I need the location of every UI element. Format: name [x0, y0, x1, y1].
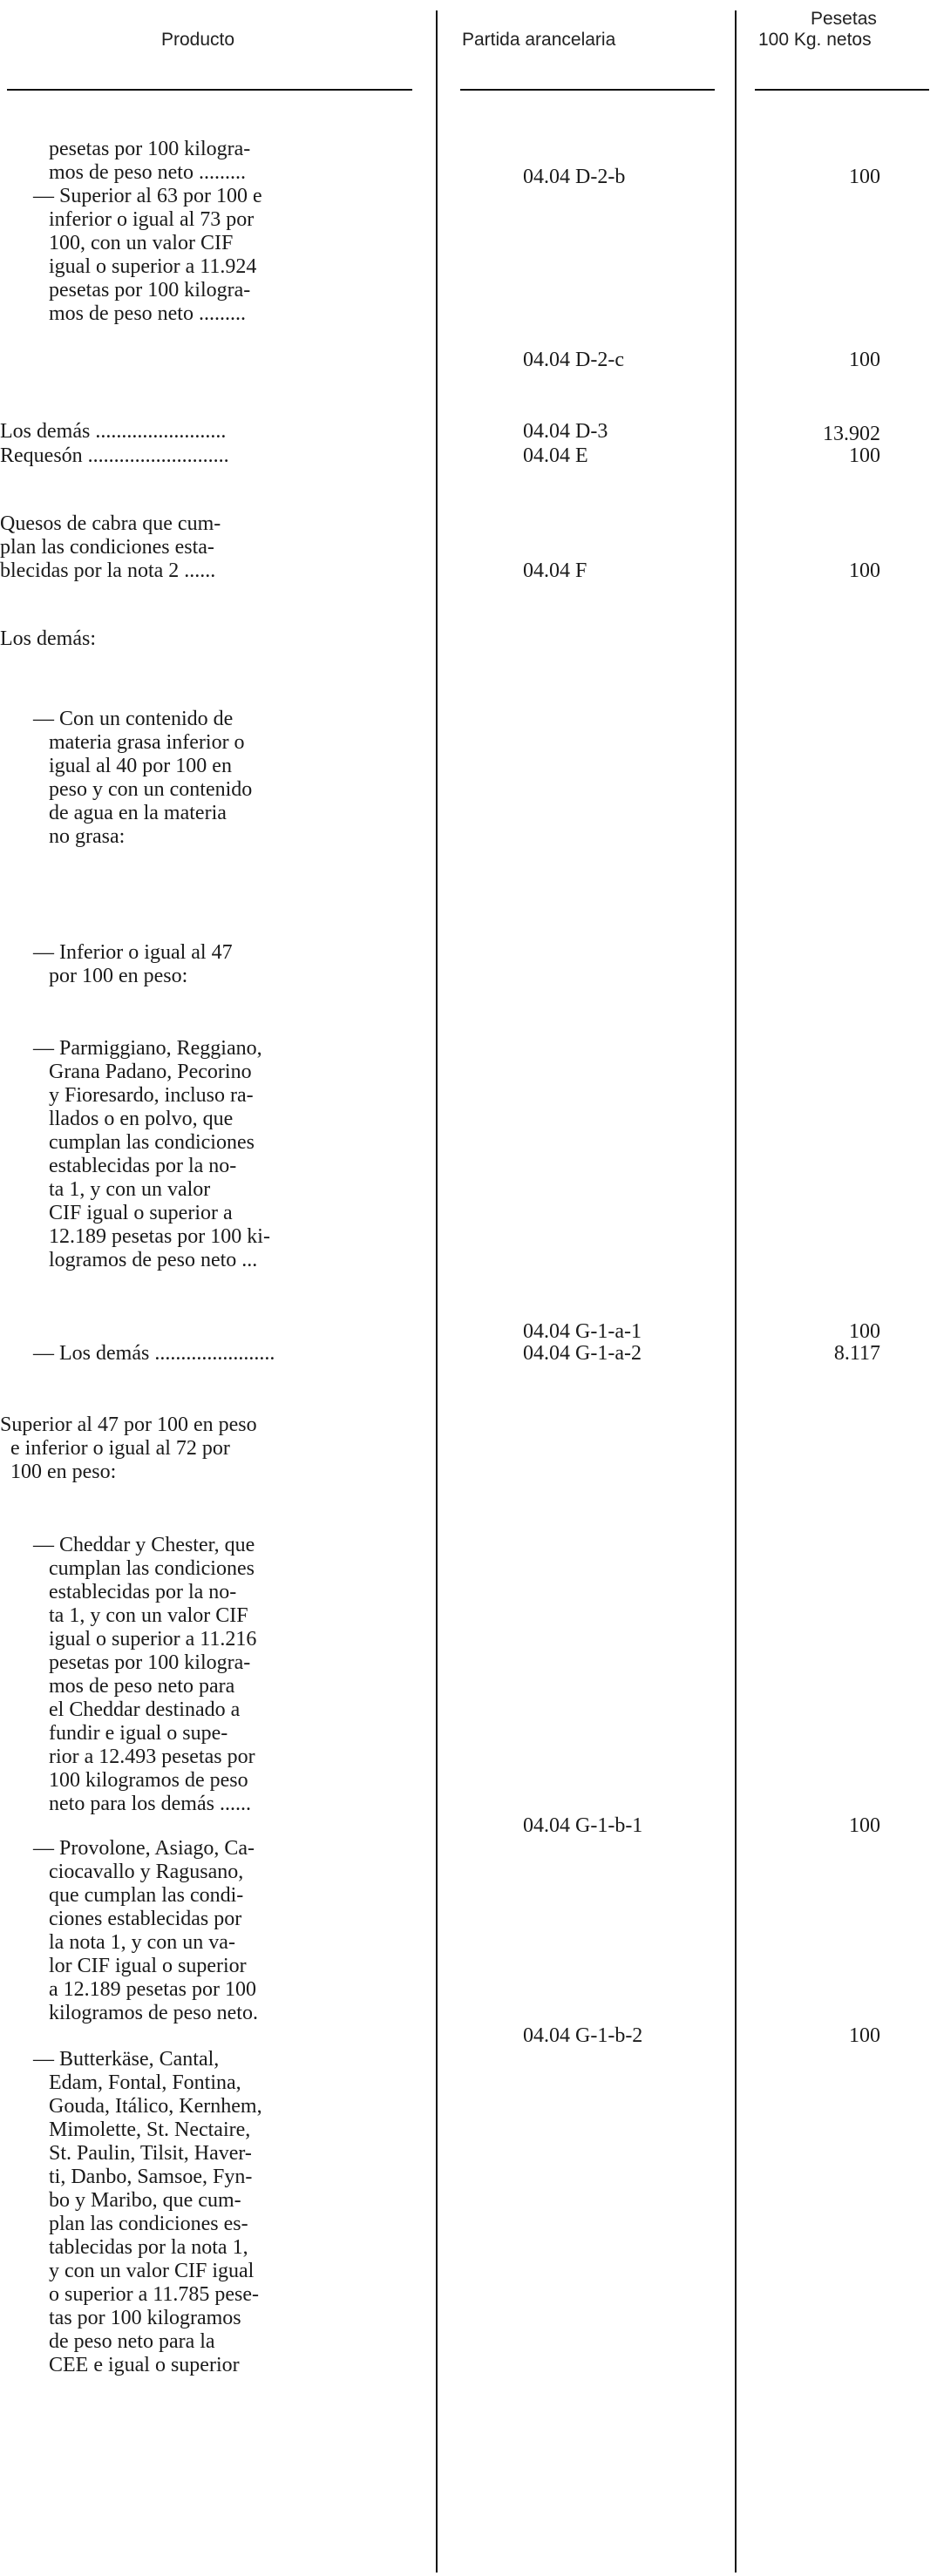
item-description: Quesos de cabra que cum- plan las condiciones esta- blecidas por la nota 2 ......	[0, 512, 221, 582]
tariff-code: 04.04 G-1-b-1	[523, 1814, 643, 1837]
section-heading: Los demás:	[0, 627, 96, 650]
item-description: — Con un contenido de materia grasa inferior o igual al 40 por 100 en peso y con un contenido de agua en la materia no grasa:	[33, 708, 253, 848]
item-description-continuation: pesetas por 100 kilogra- mos de peso neto ......... — Superior al 63 por 100 e inferior o igual al 73 por 100, con un valor CIF igual o superior a 11.924 pesetas por 100 kilogra- mos de peso neto .........	[33, 138, 262, 325]
header-producto: Producto	[161, 30, 235, 50]
duty-value: 100	[849, 166, 880, 188]
duty-value: 100	[849, 1320, 880, 1343]
header-pesetas-unit: 100 Kg. netos	[758, 30, 872, 50]
item-description: Los demás .........................	[0, 420, 227, 443]
header-partida-arancelaria: Partida arancelaria	[462, 30, 616, 50]
column-divider-left	[436, 10, 438, 2573]
item-description: — Butterkäse, Cantal, Edam, Fontal, Fontina, Gouda, Itálico, Kernhem, Mimolette, St. Nectaire, St. Paulin, Tilsit, Haver- ti, Danbo, Samsoe, Fyn- bo y Maribo, que cum- plan las condiciones es- tablecidas por la nota 1, y con un valor CIF igual o superior a 11.785 pese- tas por 100 kilogramos de peso neto para la CEE e igual o superior	[33, 2048, 262, 2376]
tariff-code: 04.04 G-1-a-1	[523, 1320, 642, 1343]
item-description: — Provolone, Asiago, Ca- ciocavallo y Ragusano, que cumplan las condi- ciones establecidas por la nota 1, y con un va- lor CIF igual o superior a 12.189 pesetas por 100 kilogramos de peso neto.	[33, 1837, 258, 2024]
tariff-code: 04.04 F	[523, 559, 587, 582]
tariff-code: 04.04 D-3	[523, 420, 608, 443]
header-rule-2	[460, 89, 715, 91]
duty-value: 100	[849, 2024, 880, 2047]
duty-value: 100	[849, 559, 880, 582]
duty-value: 100	[849, 1814, 880, 1837]
item-description: — Los demás .......................	[33, 1342, 275, 1365]
header-pesetas: Pesetas	[811, 9, 877, 29]
tariff-code: 04.04 G-1-a-2	[523, 1342, 642, 1365]
tariff-code: 04.04 D-2-b	[523, 166, 626, 188]
section-heading: Superior al 47 por 100 en peso e inferior o igual al 72 por 100 en peso:	[0, 1413, 257, 1483]
item-description: Requesón ...........................	[0, 444, 229, 467]
duty-value: 100	[849, 349, 880, 371]
column-divider-right	[735, 10, 737, 2573]
tariff-code: 04.04 D-2-c	[523, 349, 624, 371]
item-description: — Parmiggiano, Reggiano, Grana Padano, Pecorino y Fioresardo, incluso ra- llados o en polvo, que cumplan las condiciones establecidas por la no- ta 1, y con un valor CIF igual o superior a 12.189 pesetas por 100 ki- logramos de peso neto ...	[33, 1037, 270, 1271]
header-rule-3	[755, 89, 929, 91]
tariff-code: 04.04 G-1-b-2	[523, 2024, 643, 2047]
tariff-code: 04.04 E	[523, 444, 588, 467]
item-description: — Inferior o igual al 47 por 100 en peso:	[33, 941, 233, 987]
duty-value: 13.902	[823, 423, 880, 445]
duty-value: 8.117	[833, 1342, 880, 1365]
header-rule-1	[7, 89, 412, 91]
item-description: — Cheddar y Chester, que cumplan las condiciones establecidas por la no- ta 1, y con un valor CIF igual o superior a 11.216 pesetas por 100 kilogra- mos de peso neto para el Cheddar destinado a fundir e igual o supe- rior a 12.493 pesetas por 100 kilogramos de peso neto para los demás ......	[33, 1534, 257, 1815]
duty-value: 100	[849, 444, 880, 467]
